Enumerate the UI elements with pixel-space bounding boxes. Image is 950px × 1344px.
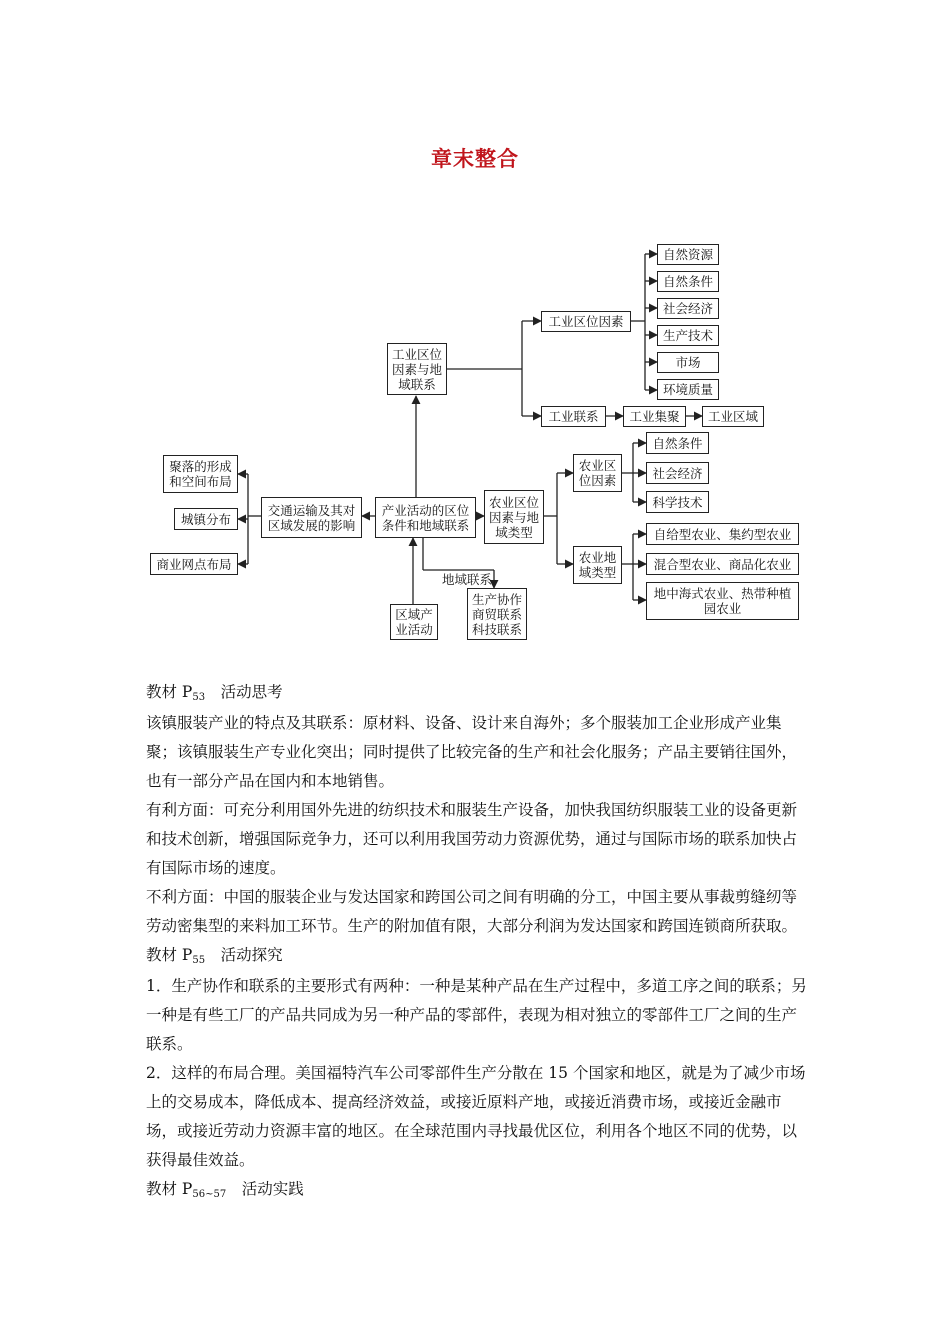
node-agri-types: 农业地 域类型 xyxy=(573,546,622,584)
node-left-item: 城镇分布 xyxy=(174,508,238,530)
node-left-item: 聚落的形成 和空间布局 xyxy=(163,455,238,493)
paragraph: 不利方面：中国的服装企业与发达国家和跨国公司之间有明确的分工，中国主要从事裁剪缝纫等劳动密集型的来料加工环节。生产的附加值有限，大部分利润为发达国家和跨国连锁商所获取。 xyxy=(146,888,798,935)
section-heading: 教材 P56~57 活动实践 xyxy=(146,1180,304,1200)
node-factor-item: 环境质量 xyxy=(657,379,719,400)
paragraph: 有利方面：可充分利用国外先进的纺织技术和服装生产设备，加快我国纺织服装工业的设备更新和技术创新，增强国际竞争力，还可以利用我国劳动力资源优势，通过与国际市场的联系加快占有国际市场的速度。 xyxy=(146,801,798,877)
node-agri-factor-item: 社会经济 xyxy=(646,462,709,484)
node-center: 产业活动的区位 条件和地域联系 xyxy=(375,497,476,538)
node-agri-factor-item: 科学技术 xyxy=(646,491,709,513)
label-regional-link: 地域联系 xyxy=(441,571,492,587)
node-transport: 交通运输及其对 区域发展的影响 xyxy=(261,497,362,538)
node-agri-type-item: 自给型农业、集约型农业 xyxy=(646,523,799,545)
paragraph: 2．这样的布局合理。美国福特汽车公司零部件生产分散在 15 个国家和地区，就是为了减少市场上的交易成本，降低成本、提高经济效益，或接近原料产地，或接近消费市场，或接近金融市场，或接近劳动力资源丰富的地区。在全球范围内寻找最优区位，利用各个地区不同的优势，以获得最佳效益。 xyxy=(146,1064,806,1169)
node-agri-type-item: 混合型农业、商品化农业 xyxy=(646,553,799,575)
node-factor-item: 自然条件 xyxy=(657,271,719,292)
node-agri-type-item: 地中海式农业、热带种植 园农业 xyxy=(646,582,799,620)
paragraph: 该镇服装产业的特点及其联系：原材料、设备、设计来自海外；多个服装加工企业形成产业集聚；该镇服装生产专业化突出；同时提供了比较完备的生产和社会化服务；产品主要销往国外，也有一部分产品在国内和本地销售。 xyxy=(146,714,798,790)
concept-map-lines xyxy=(0,0,950,650)
node-regional-activity: 区域产 业活动 xyxy=(390,604,438,640)
node-industry-region: 工业区域 xyxy=(702,406,764,427)
node-factor-item: 市场 xyxy=(657,352,719,373)
node-agri-factor-item: 自然条件 xyxy=(646,432,709,454)
node-agri-region: 农业区位 因素与地 域类型 xyxy=(484,490,544,544)
node-industry-link: 工业联系 xyxy=(541,406,606,427)
node-agri-factors: 农业区 位因素 xyxy=(573,454,622,492)
node-left-item: 商业网点布局 xyxy=(150,553,238,575)
node-regional-link-box: 生产协作 商贸联系 科技联系 xyxy=(467,588,527,640)
body-text xyxy=(146,678,810,1206)
node-factor-item: 自然资源 xyxy=(657,244,719,265)
node-factor-item: 社会经济 xyxy=(657,298,719,319)
node-industry-cluster: 工业集聚 xyxy=(623,406,686,427)
paragraph: 1．生产协作和联系的主要形式有两种：一种是某种产品在生产过程中，多道工序之间的联系；另一种是有些工厂的产品共同成为另一种产品的零部件，表现为相对独立的零部件工厂之间的生产联系。 xyxy=(146,977,807,1053)
section-heading: 教材 P55 活动探究 xyxy=(146,946,283,966)
section-heading: 教材 P53 活动思考 xyxy=(146,683,283,703)
page-title: 章末整合 xyxy=(431,147,519,171)
node-industry-factors: 工业区位因素 xyxy=(541,311,631,332)
node-factor-item: 生产技术 xyxy=(657,325,719,346)
node-industry-factor-link: 工业区位 因素与地 域联系 xyxy=(387,343,447,395)
